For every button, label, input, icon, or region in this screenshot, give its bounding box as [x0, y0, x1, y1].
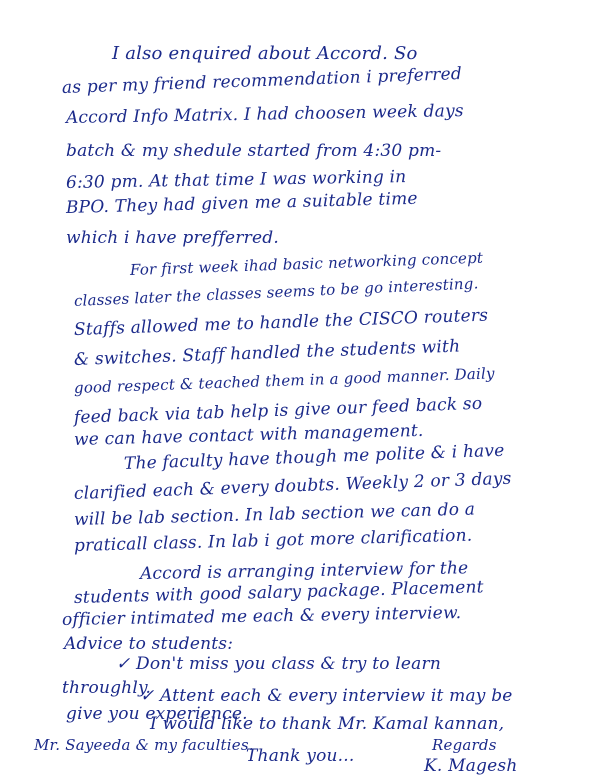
letter-line: I also enquired about Accord. So [112, 43, 418, 64]
letter-line: officier intimated me each & every interview. [61, 603, 462, 630]
regards-text: Regards [432, 736, 497, 754]
letter-line: students with good salary package. Placement [73, 577, 484, 608]
letter-line: will be lab section. In lab section we can do a [73, 499, 476, 530]
letter-line: The faculty have though me polite & i have [123, 440, 505, 474]
letter-line: which i have prefferred. [66, 228, 279, 248]
letter-line: Accord Info Matrix. I had choosen week days [65, 101, 464, 128]
letter-line: Accord is arranging interview for the [139, 558, 469, 584]
advice-item: ✓ Don't miss you class & try to learn [116, 654, 441, 674]
letter-line: praticall class. In lab i got more clarification. [73, 525, 473, 556]
thanks-line: Mr. Sayeeda & my faculties. [34, 736, 254, 754]
letter-line: BPO. They had given me a suitable time [65, 188, 418, 218]
letter-line: good respect & teached them in a good manner. Daily [73, 364, 495, 397]
advice-item: ✓ Attent each & every interview it may be [140, 686, 513, 706]
letter-line: feed back via tab help is give our feed back so [73, 393, 483, 428]
letter-line: Staffs allowed me to handle the CISCO routers [73, 305, 489, 340]
advice-heading: Advice to students: [64, 634, 234, 654]
letter-line: classes later the classes seems to be go interesting. [73, 274, 479, 310]
thank-you: Thank you... [246, 746, 355, 766]
advice-item-continuation: give you experience. [66, 704, 248, 724]
letter-line: we can have contact with management. [73, 420, 424, 450]
advice-item-continuation: throughly. [62, 678, 152, 698]
letter-line: 6:30 pm. At that time I was working in [65, 167, 407, 193]
letter-line: For first week ihad basic networking concept [129, 248, 484, 279]
letter-line: clarified each & every doubts. Weekly 2 or 3 days [73, 468, 512, 504]
letter-line: as per my friend recommendation i preferred [61, 64, 463, 98]
signature-name: K. Magesh [424, 756, 518, 776]
thanks-line: I would like to thank Mr. Kamal kannan, [150, 714, 505, 734]
letter-line: batch & my shedule started from 4:30 pm- [66, 141, 442, 161]
letter-line: & switches. Staff handled the students with [73, 336, 461, 370]
